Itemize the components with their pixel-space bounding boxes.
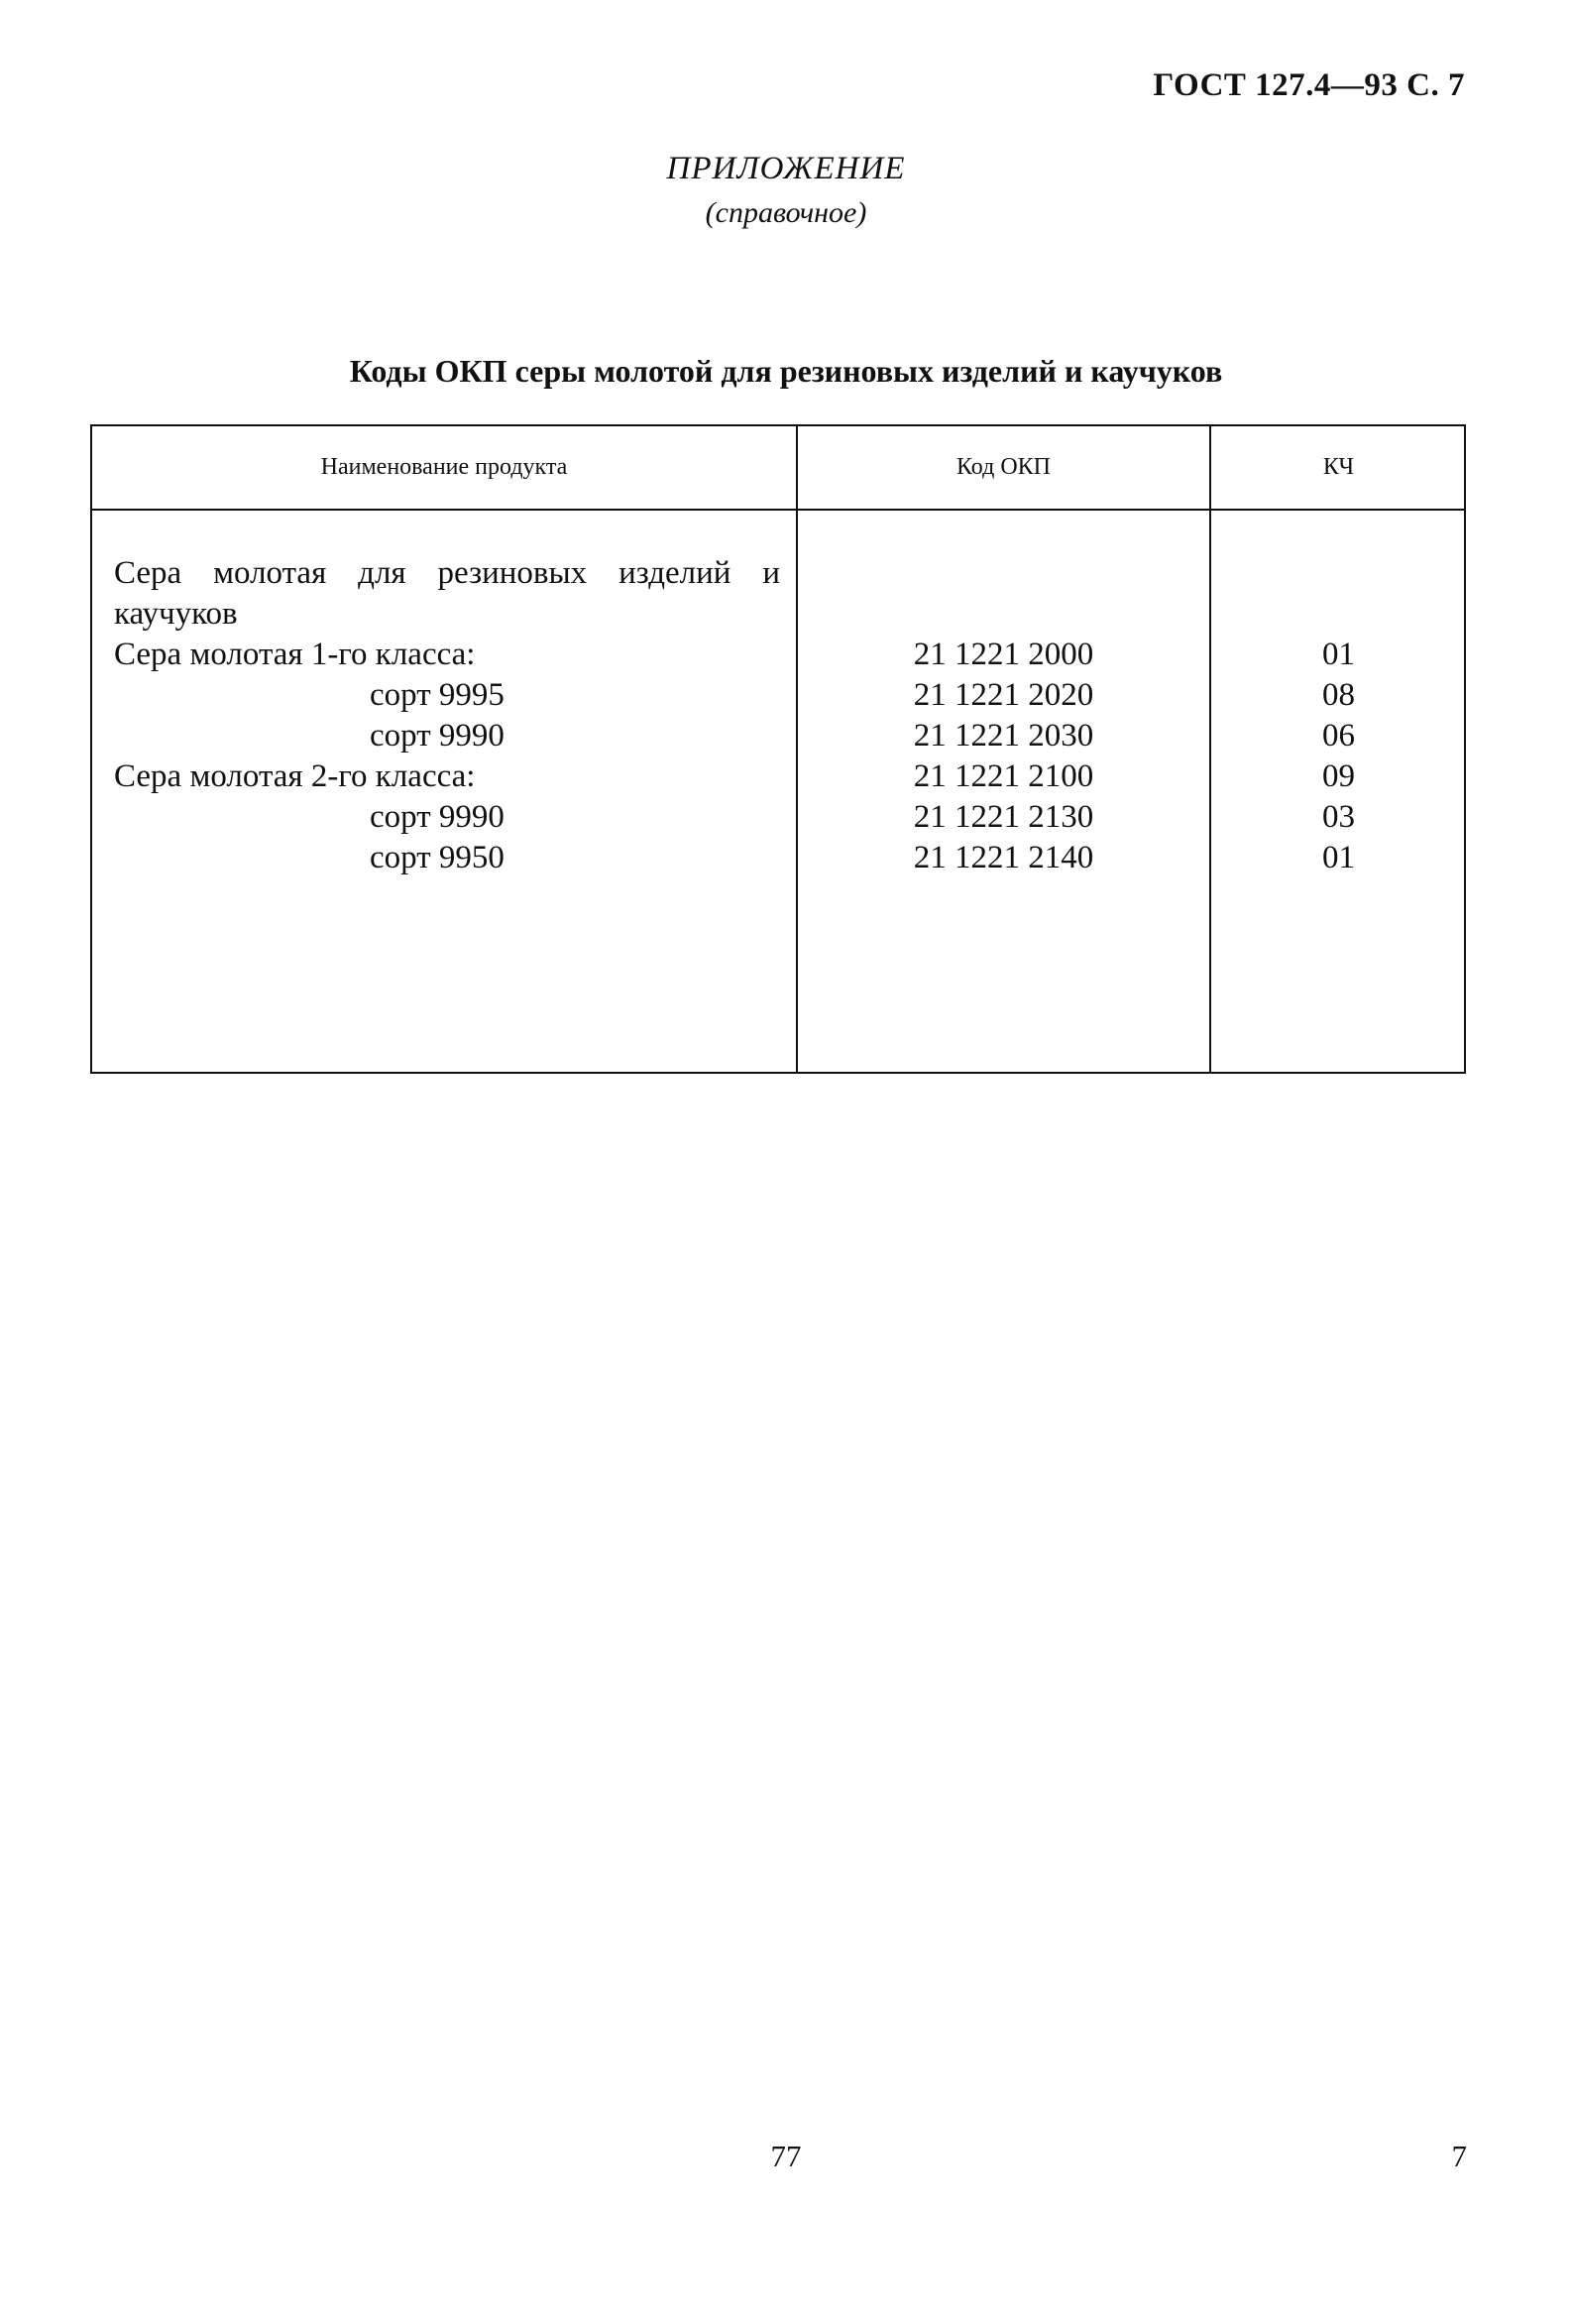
okp-code-cell: 21 1221 2140 [913,840,1094,875]
okp-code-cell [798,553,1209,594]
kch-cell: 01 [1322,840,1355,875]
kch-column [1211,553,1466,878]
header-divider [92,509,1464,511]
okp-code-cell: 21 1221 2130 [913,799,1094,835]
okp-code-cell: 21 1221 2100 [913,758,1094,794]
table-title: Коды ОКП серы молотой для резиновых изделий и каучуков [349,353,1223,389]
product-name-cell: Сера молотая 1-го класса: [114,637,476,672]
kch-cell: 09 [1322,758,1355,794]
kch-cell [1211,594,1466,635]
okp-code-column [798,553,1209,878]
product-name-cell: Сера молотая 2-го класса: [114,758,476,794]
okp-codes-table [90,424,1466,1074]
okp-code-cell: 21 1221 2000 [913,637,1094,672]
column-header-product-name: Наименование продукта [320,454,568,480]
kch-cell: 01 [1322,637,1355,672]
product-name-cell: сорт 9990 [370,799,505,835]
kch-cell: 08 [1322,677,1355,713]
product-name-cell: каучуков [114,596,238,632]
column-header-kch: КЧ [1322,454,1355,480]
product-name-column [114,553,780,878]
product-name-cell: Сера молотая для резиновых изделий и [114,555,780,591]
product-name-cell: сорт 9950 [370,840,505,875]
document-header: ГОСТ 127.4—93 С. 7 [1153,67,1465,103]
product-name-cell: сорт 9995 [370,677,505,713]
kch-cell: 03 [1322,799,1355,835]
okp-code-cell: 21 1221 2030 [913,718,1094,754]
appendix-subtitle: (справочное) [705,196,867,229]
appendix-title: ПРИЛОЖЕНИЕ [666,151,906,186]
product-name-cell: сорт 9990 [370,718,505,754]
okp-code-cell [798,594,1209,635]
column-header-okp-code: Код ОКП [955,454,1051,480]
kch-cell: 06 [1322,718,1355,754]
kch-cell [1211,553,1466,594]
page-number: 77 [770,2139,802,2173]
sheet-number: 7 [1451,2139,1467,2173]
okp-code-cell: 21 1221 2020 [913,677,1094,713]
